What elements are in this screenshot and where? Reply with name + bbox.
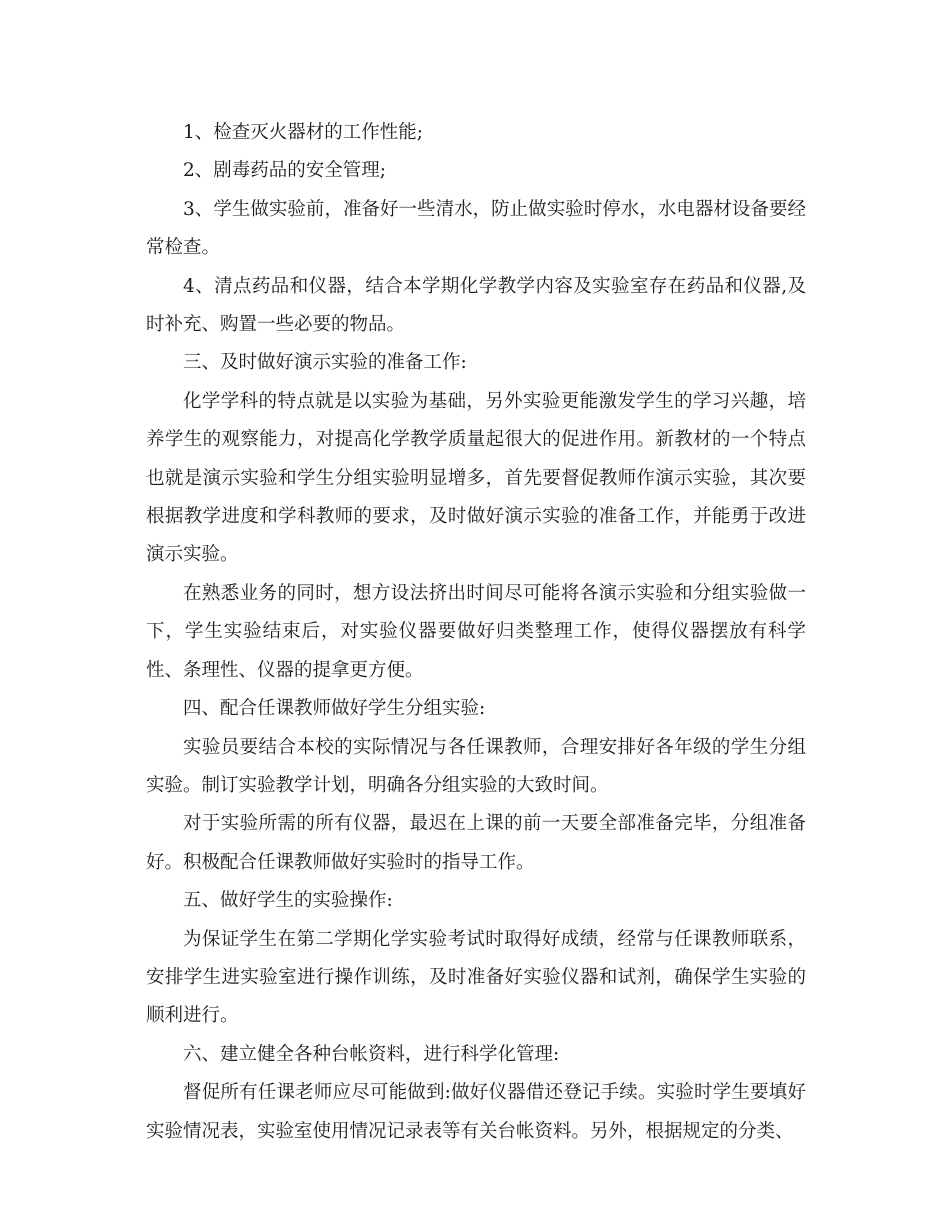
paragraph-2: 2、剧毒药品的安全管理;	[183, 160, 387, 182]
document-body	[146, 114, 806, 1151]
paragraph-4: 4、清点药品和仪器，结合本学期化学教学内容及实验室存在药品和仪器,及时补充、购置一些必要的物品。	[146, 275, 806, 336]
paragraph-8: 对于实验所需的所有仪器，最迟在上课的前一天要全部准备完毕，分组准备好。积极配合任课教师做好实验时的指导工作。	[146, 813, 806, 873]
section-heading-5: 五、做好学生的实验操作:	[183, 890, 393, 912]
paragraph-6: 在熟悉业务的同时，想方设法挤出时间尽可能将各演示实验和分组实验做一下，学生实验结束后，对实验仪器要做好归类整理工作，使得仪器摆放有科学性、条理性、仪器的提拿更方便。	[146, 582, 806, 681]
paragraph-3: 3、学生做实验前，准备好一些清水，防止做实验时停水，水电器材设备要经常检查。	[146, 198, 806, 259]
section-heading-6: 六、建立健全各种台帐资料，进行科学化管理:	[183, 1043, 560, 1065]
section-heading-4: 四、配合任课教师做好学生分组实验:	[183, 698, 486, 720]
paragraph-10: 督促所有任课老师应尽可能做到:做好仪器借还登记手续。实验时学生要填好实验情况表，实验室使用情况记录表等有关台帐资料。另外，根据规定的分类、	[146, 1082, 806, 1142]
section-heading-3: 三、及时做好演示实验的准备工作:	[183, 352, 467, 374]
paragraph-9: 为保证学生在第二学期化学实验考试时取得好成绩，经常与任课教师联系，安排学生进实验室进行操作训练，及时准备好实验仪器和试剂，确保学生实验的顺利进行。	[146, 928, 806, 1027]
paragraph-7: 实验员要结合本校的实际情况与各任课教师，合理安排好各年级的学生分组实验。制订实验教学计划，明确各分组实验的大致时间。	[146, 736, 806, 796]
paragraph-5: 化学学科的特点就是以实验为基础，另外实验更能激发学生的学习兴趣，培养学生的观察能力，对提高化学教学质量起很大的促进作用。新教材的一个特点也就是演示实验和学生分组实验明显增多，首先要督促教师作演示实验，其次要根据教学进度和学科教师的要求，及时做好演示实验的准备工作，并能勇于改进演示实验。	[146, 390, 806, 566]
paragraph-1: 1、检查灭火器材的工作性能;	[183, 122, 424, 143]
